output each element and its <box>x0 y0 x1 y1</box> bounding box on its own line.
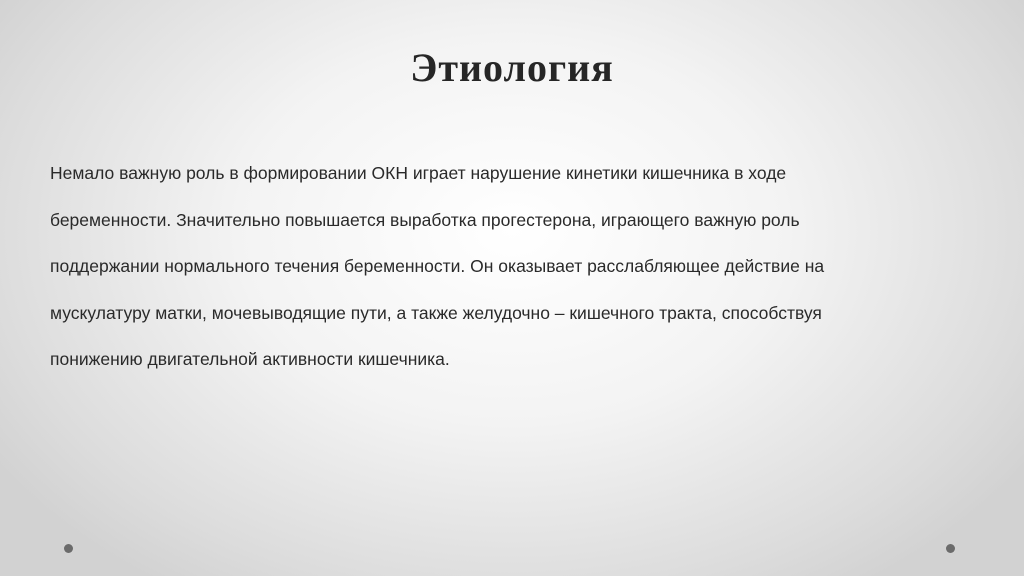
body-line-2: беременности. Значительно повышается выработка прогестерона, играющего важную роль <box>50 209 800 230</box>
decorative-dot-left <box>64 544 73 553</box>
body-line-3: поддержании нормального течения беременности. Он оказывает расслабляющее действие на <box>50 256 825 276</box>
body-line-5: понижению двигательной активности кишечника. <box>50 349 450 369</box>
slide-title: Этиология <box>410 45 614 90</box>
slide-body-text <box>50 150 980 383</box>
decorative-dot-right <box>946 544 955 553</box>
body-line-1: Немало важную роль в формировании ОКН играет нарушение кинетики кишечника в ходе <box>50 163 787 183</box>
body-line-4: мускулатуру матки, мочевыводящие пути, а также желудочно – кишечного тракта, способствуя <box>50 302 822 323</box>
